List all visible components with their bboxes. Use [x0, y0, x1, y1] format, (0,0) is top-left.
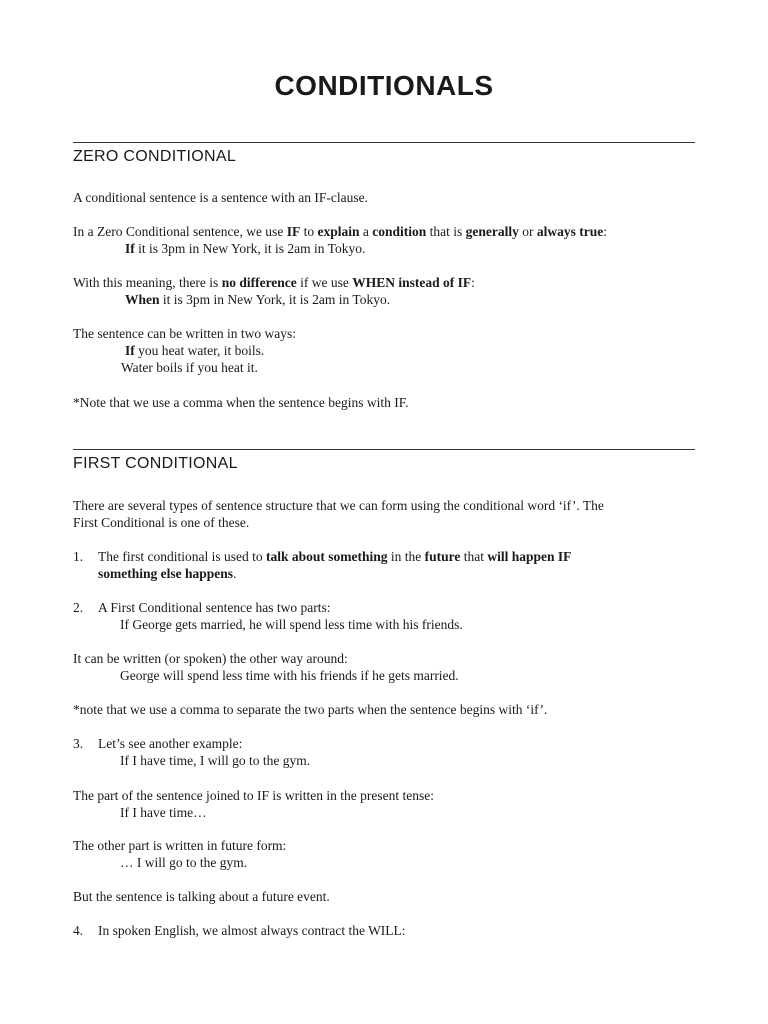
first-note: *note that we use a comma to separate the two parts when the sentence begins with ‘if’.	[73, 702, 548, 717]
first-intro-line-1: There are several types of sentence structure that we can form using the conditional word ‘if’. The	[73, 498, 604, 513]
zero-example-heat: If you heat water, it boils.	[125, 343, 265, 358]
first-example-george: If George gets married, he will spend less time with his friends.	[120, 617, 463, 632]
first-intro-line-2: First Conditional is one of these.	[73, 515, 250, 530]
first-present-text: The part of the sentence joined to IF is written in the present tense:	[73, 788, 435, 803]
section-divider	[73, 142, 695, 143]
first-example-george-reversed: George will spend less time with his friends if he gets married.	[120, 668, 459, 683]
list-number: 3.	[73, 736, 84, 751]
zero-example-when: When it is 3pm in New York, it is 2am in Tokyo.	[125, 292, 391, 307]
zero-note: *Note that we use a comma when the sentence begins with IF.	[73, 395, 409, 410]
first-other-way: It can be written (or spoken) the other way around:	[73, 651, 348, 666]
first-item-2: A First Conditional sentence has two parts:	[98, 600, 331, 615]
first-future-text: The other part is written in future form:	[73, 838, 287, 853]
section-heading-zero-conditional: ZERO CONDITIONAL	[73, 148, 237, 165]
zero-use-sentence: In a Zero Conditional sentence, we use IF to explain a condition that is generally or always true:	[73, 224, 607, 239]
list-number: 2.	[73, 600, 84, 615]
first-item-1-line-2: something else happens.	[98, 566, 237, 581]
first-future-example: … I will go to the gym.	[120, 855, 248, 870]
first-example-gym: If I have time, I will go to the gym.	[120, 753, 311, 768]
zero-meaning-sentence: With this meaning, there is no difference if we use WHEN instead of IF:	[73, 275, 475, 290]
first-item-4: In spoken English, we almost always contract the WILL:	[98, 923, 406, 938]
section-divider	[73, 449, 695, 450]
first-item-1-line-1: The first conditional is used to talk about something in the future that will happen IF	[98, 549, 572, 564]
first-present-example: If I have time…	[120, 805, 207, 820]
zero-example-boils: Water boils if you heat it.	[121, 360, 258, 375]
list-number: 4.	[73, 923, 84, 938]
section-heading-first-conditional: FIRST CONDITIONAL	[73, 455, 238, 472]
zero-example-if: If it is 3pm in New York, it is 2am in Tokyo.	[125, 241, 366, 256]
zero-two-ways: The sentence can be written in two ways:	[73, 326, 297, 341]
list-number: 1.	[73, 549, 84, 564]
first-future-event: But the sentence is talking about a future event.	[73, 889, 330, 904]
page-title: CONDITIONALS	[274, 70, 494, 101]
zero-definition: A conditional sentence is a sentence with an IF-clause.	[73, 190, 369, 205]
first-item-3: Let’s see another example:	[98, 736, 243, 751]
